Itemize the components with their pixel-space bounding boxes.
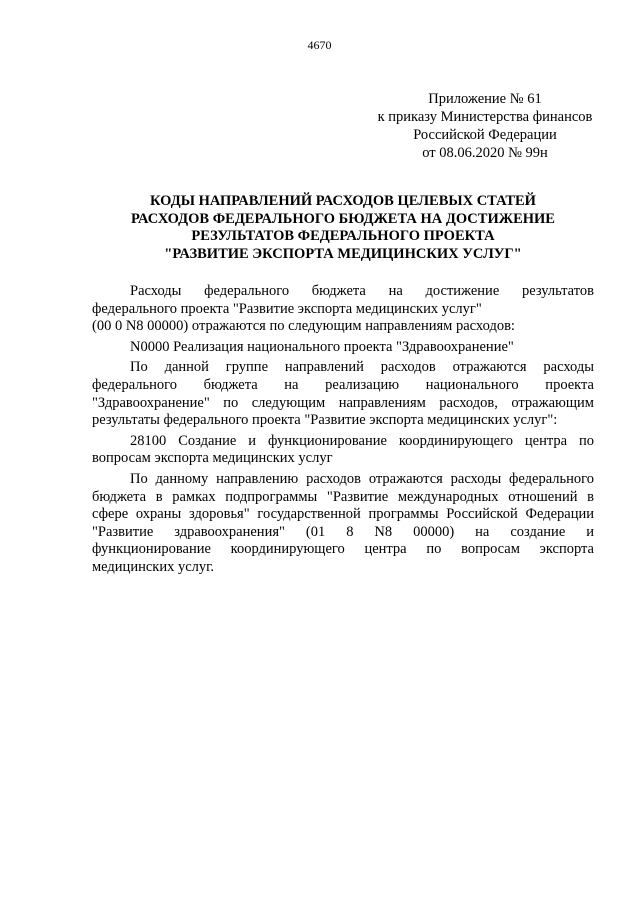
appendix-order-date: от 08.06.2020 № 99н: [422, 145, 548, 161]
paragraph-line: (00 0 N8 00000) отражаются по следующим направлениям расходов:: [92, 318, 515, 335]
paragraph-line: Расходы федерального бюджета на достижение результатов: [130, 283, 594, 299]
paragraph-line: По данной группе направлений расходов отражаются расходы: [130, 359, 594, 376]
paragraph-line: результаты федерального проекта "Развитие экспорта медицинских услуг":: [92, 412, 558, 429]
document-title: [92, 193, 594, 263]
paragraph-line: федерального проекта "Развитие экспорта медицинских услуг": [92, 300, 482, 317]
paragraph-line: сфере охраны здоровья" государственной программы Российской Федерации: [92, 506, 594, 523]
paragraph-line: бюджета в рамках подпрограммы "Развитие международных отношений в: [92, 488, 594, 505]
appendix-order-reference: к приказу Министерства финансов: [377, 109, 593, 125]
page-number: 4670: [307, 38, 332, 52]
title-line-1: КОДЫ НАПРАВЛЕНИЙ РАСХОДОВ ЦЕЛЕВЫХ СТАТЕЙ: [150, 193, 536, 209]
document-body: [92, 283, 594, 577]
paragraph-line: федерального бюджета на реализацию национального проекта: [92, 376, 594, 393]
paragraph-line: "Развитие здравоохранения" (01 8 N8 00000) на создание и: [92, 523, 594, 540]
paragraph-direction-n0000: [92, 339, 594, 357]
paragraph-line: вопросам экспорта медицинских услуг: [92, 450, 333, 467]
paragraph-line: "Здравоохранение" по следующим направлениям расходов, отражающим: [92, 394, 594, 411]
appendix-header: [330, 90, 639, 162]
paragraph-line: 28100 Создание и функционирование координирующего центра по: [130, 432, 594, 449]
paragraph-intro: [92, 283, 594, 336]
appendix-number: Приложение № 61: [428, 91, 542, 107]
title-line-2: РАСХОДОВ ФЕДЕРАЛЬНОГО БЮДЖЕТА НА ДОСТИЖЕНИЕ: [131, 210, 555, 227]
paragraph-line: По данному направлению расходов отражаются расходы федерального: [130, 470, 594, 487]
title-line-3: РЕЗУЛЬТАТОВ ФЕДЕРАЛЬНОГО ПРОЕКТА: [191, 228, 495, 244]
paragraph-28100-description: [92, 471, 594, 577]
paragraph-line: N0000 Реализация национального проекта "Здравоохранение": [130, 338, 514, 355]
appendix-ministry: Российской Федерации: [413, 127, 557, 143]
paragraph-direction-28100: [92, 433, 594, 468]
paragraph-line: медицинских услуг.: [92, 558, 215, 575]
paragraph-line: функционирование координирующего центра по вопросам экспорта: [92, 541, 594, 558]
title-line-4: "РАЗВИТИЕ ЭКСПОРТА МЕДИЦИНСКИХ УСЛУГ": [164, 245, 522, 262]
paragraph-n0000-description: [92, 359, 594, 429]
